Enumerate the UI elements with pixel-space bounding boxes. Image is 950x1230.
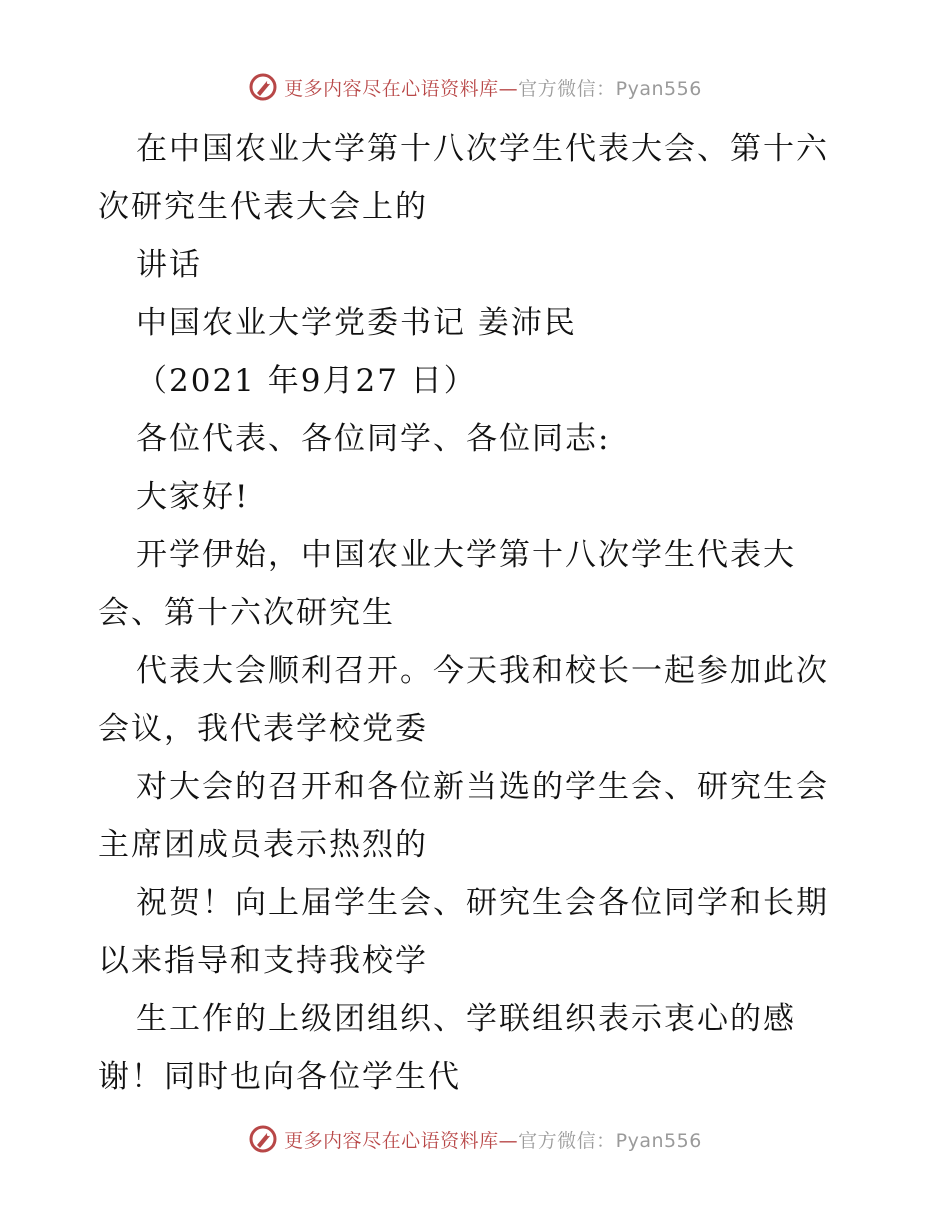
watermark-wechat-text: 官方微信：Pyan556 [518,1129,702,1152]
watermark-separator: — [498,1129,519,1152]
footer-watermark [0,1124,950,1154]
body-paragraph: 祝贺！向上届学生会、研究生会各位同学和长期以来指导和支持我校学 [98,885,829,979]
watermark-text [284,1126,702,1153]
body-paragraph: 开学伊始，中国农业大学第十八次学生代表大会、第十六次研究生 [98,537,796,631]
document-body [98,120,858,1106]
speech-title: 在中国农业大学第十八次学生代表大会、第十六次研究生代表大会上的 [98,131,829,225]
watermark-separator: — [498,77,519,100]
body-paragraph: 代表大会顺利召开。今天我和校长一起参加此次会议，我代表学校党委 [98,653,829,747]
header-watermark [0,72,950,102]
speech-title-suffix: 讲话 [136,247,202,283]
watermark-brand-text: 更多内容尽在心语资料库 [284,77,499,100]
pen-nib-circle-icon [248,1124,278,1154]
date-line: （2021 年9月27 日） [136,363,477,399]
watermark-wechat-text: 官方微信：Pyan556 [518,77,702,100]
body-paragraph: 对大会的召开和各位新当选的学生会、研究生会主席团成员表示热烈的 [98,769,829,863]
body-paragraph: 生工作的上级团组织、学联组织表示衷心的感谢！同时也向各位学生代 [98,1001,796,1095]
watermark-brand-text: 更多内容尽在心语资料库 [284,1129,499,1152]
speaker-line: 中国农业大学党委书记 姜沛民 [136,305,577,341]
watermark-text [284,74,702,101]
pen-nib-circle-icon [248,72,278,102]
salutation: 各位代表、各位同学、各位同志: [136,421,611,457]
greeting: 大家好! [136,479,250,515]
